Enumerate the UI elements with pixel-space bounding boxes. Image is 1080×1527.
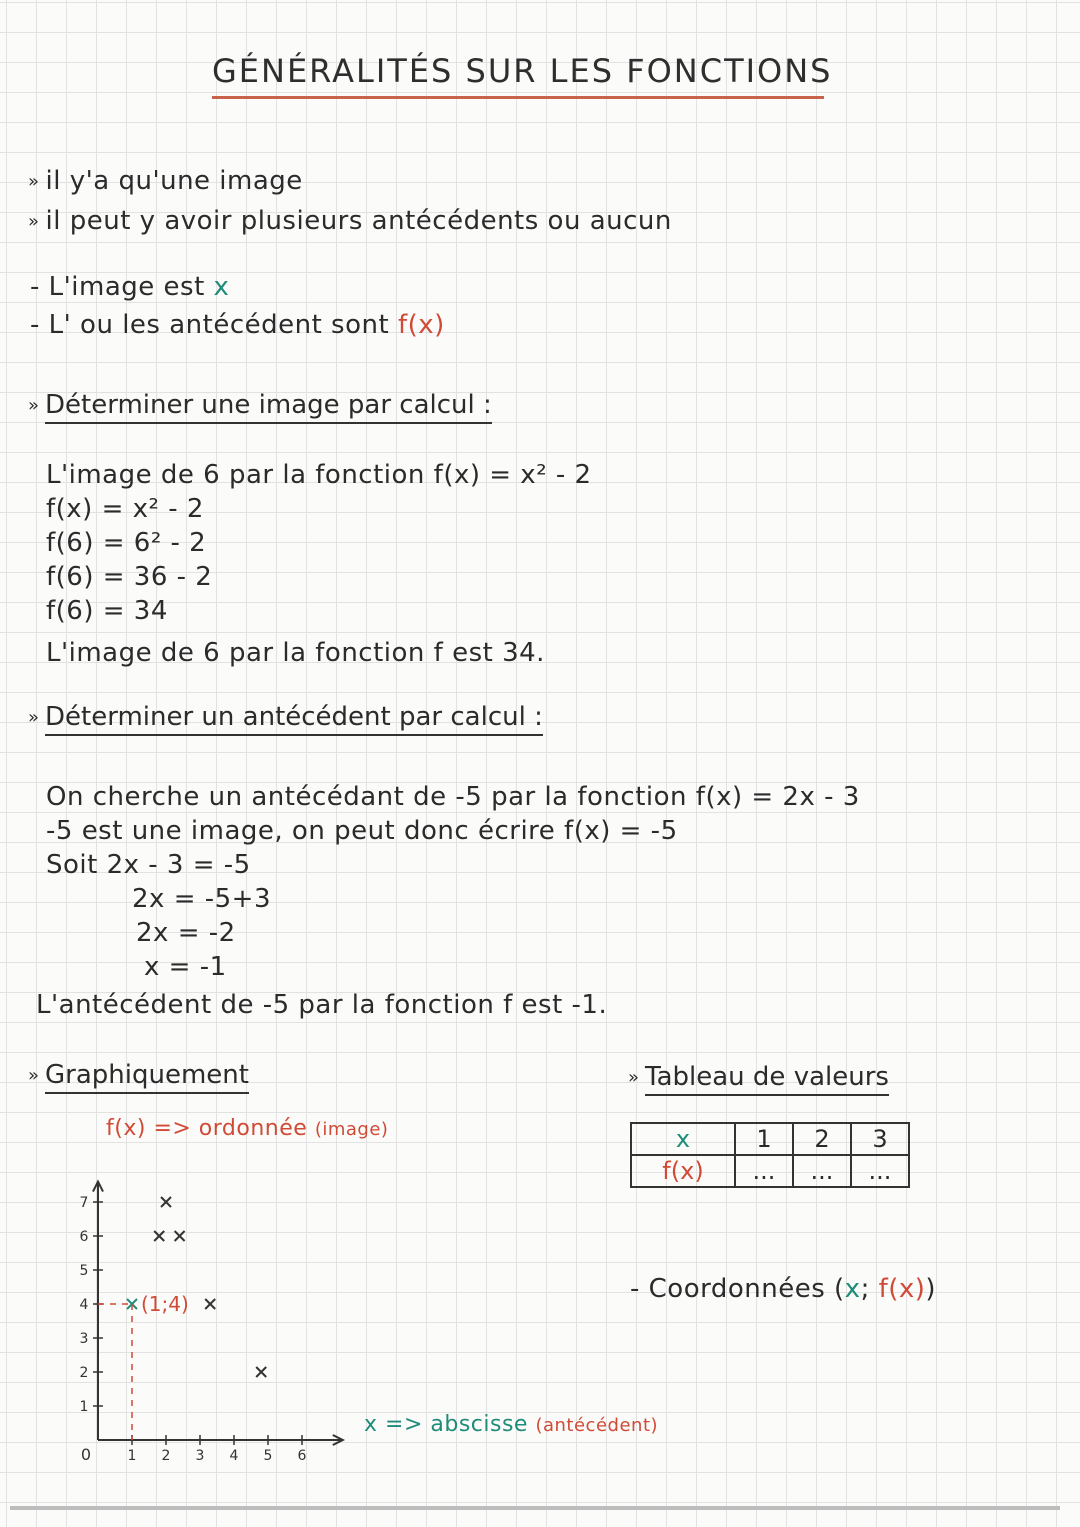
table-cell: 3 [851,1123,909,1155]
bullet-icon: » [28,395,40,416]
data-point-marker [205,1299,215,1309]
values-table [630,1122,910,1188]
y-tick-label: 3 [79,1331,89,1347]
page-title: GÉNÉRALITÉS SUR LES FONCTIONS [212,52,824,99]
table-cell: ... [851,1155,909,1187]
page-edge [10,1506,1060,1510]
antecedent-var: f(x) [397,310,445,340]
antecedent-line-2: -5 est une image, on peut donc écrire f(x) = -5 [46,816,678,846]
data-point-label: (1;4) [141,1292,189,1316]
y-tick-label: 7 [79,1195,89,1211]
antecedent-step-1: 2x = -5+3 [132,884,271,914]
data-point-marker [161,1197,171,1207]
image-var: x [213,272,230,302]
y-tick-label: 4 [79,1297,89,1313]
section-image-heading: » Déterminer une image par calcul : [28,390,492,420]
antecedent-step-3: x = -1 [144,952,227,982]
image-step-2: f(6) = 6² - 2 [46,528,207,558]
table-cell: ... [735,1155,793,1187]
y-tick-label: 2 [79,1365,89,1381]
table-cell: 2 [793,1123,851,1155]
section-graph-heading: » Graphiquement [28,1060,249,1090]
y-tick-label: 5 [79,1263,89,1279]
x-tick-label: 4 [229,1448,239,1464]
x-tick-label: 3 [195,1448,205,1464]
image-conclusion: L'image de 6 par la fonction f est 34. [46,638,545,668]
y-tick-label: 1 [79,1399,89,1415]
bullet-icon: » [628,1067,640,1088]
bullet-icon: » [28,1065,40,1086]
table-cell: ... [793,1155,851,1187]
y-axis-note: f(x) => ordonnée (image) [106,1116,389,1141]
table-cell: f(x) [631,1155,735,1187]
section-antecedent-heading: » Déterminer un antécédent par calcul : [28,702,543,732]
bullet-icon: » [28,171,40,192]
table-cell: x [631,1123,735,1155]
section-table-heading: » Tableau de valeurs [628,1062,889,1092]
data-point-marker [175,1231,185,1241]
intro-line-2: » il peut y avoir plusieurs antécédents ou aucun [28,206,672,236]
bullet-icon: » [28,707,40,728]
x-axis-note: x => abscisse (antécédent) [364,1412,659,1437]
intro-line-1: » il y'a qu'une image [28,166,303,196]
table-row [631,1155,909,1187]
x-tick-label: 1 [127,1448,137,1464]
image-step-3: f(6) = 36 - 2 [46,562,213,592]
antecedent-line-3: Soit 2x - 3 = -5 [46,850,251,880]
antecedent-conclusion: L'antécédent de -5 par la fonction f est -1. [36,990,608,1020]
y-tick-label: 6 [79,1229,89,1245]
antecedent-statement: On cherche un antécédant de -5 par la fonction f(x) = 2x - 3 [46,782,860,812]
data-point-marker [154,1231,164,1241]
x-tick-label: 2 [161,1448,171,1464]
image-step-1: f(x) = x² - 2 [46,494,204,524]
intro-dash-1: - L'image est x [30,272,230,302]
origin-label: 0 [80,1445,92,1464]
table-row [631,1123,909,1155]
bullet-icon: » [28,211,40,232]
table-cell: 1 [735,1123,793,1155]
coordinates-note: - Coordonnées (x; f(x)) [630,1274,937,1304]
x-tick-label: 5 [263,1448,273,1464]
intro-dash-2: - L' ou les antécédent sont f(x) [30,310,445,340]
data-point-marker [256,1367,266,1377]
antecedent-step-2: 2x = -2 [136,918,236,948]
image-statement: L'image de 6 par la fonction f(x) = x² - 2 [46,460,592,490]
image-step-4: f(6) = 34 [46,596,168,626]
x-tick-label: 6 [297,1448,307,1464]
